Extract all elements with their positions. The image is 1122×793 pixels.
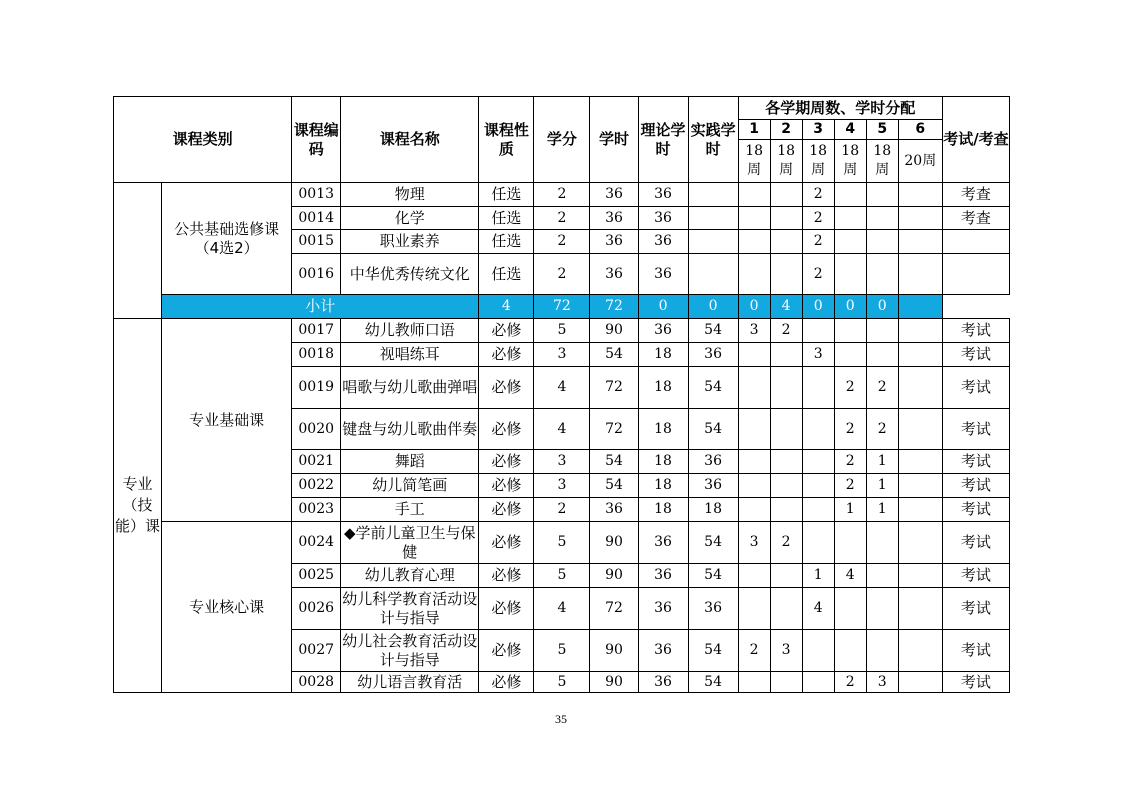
header-name: 课程名称: [341, 97, 479, 183]
cell-s6: [898, 207, 942, 230]
cell-theory: 36: [638, 588, 688, 630]
cell-hours: 90: [590, 564, 638, 588]
cell-s3: [802, 367, 834, 409]
header-category: 课程类别: [114, 97, 292, 183]
header-practice: 实践学时: [688, 97, 738, 183]
cell-name: 物理: [341, 183, 479, 207]
cell-name: 化学: [341, 207, 479, 230]
cell-s2: 2: [770, 522, 802, 564]
cell-s1: [738, 409, 770, 450]
cell-exam: 考查: [942, 207, 1009, 230]
cell-code: 0021: [292, 450, 341, 474]
cell-code: 0025: [292, 564, 341, 588]
cell-hours: 72: [590, 409, 638, 450]
subtotal-credit: 4: [479, 295, 534, 319]
cell-s5: [866, 522, 898, 564]
cell-exam: 考试: [942, 564, 1009, 588]
cell-s2: [770, 564, 802, 588]
cell-s5: [866, 207, 898, 230]
cell-credit: 5: [534, 630, 590, 672]
cell-code: 0026: [292, 588, 341, 630]
cell-practice: [688, 254, 738, 295]
cell-s6: [898, 498, 942, 522]
cell-practice: 36: [688, 343, 738, 367]
header-semester-1: 1: [738, 120, 770, 140]
cell-practice: 36: [688, 474, 738, 498]
cell-s2: [770, 409, 802, 450]
cell-hours: 36: [590, 183, 638, 207]
cell-nature: 必修: [479, 367, 534, 409]
header-credit: 学分: [534, 97, 590, 183]
cell-practice: 54: [688, 630, 738, 672]
cell-s6: [898, 183, 942, 207]
cell-name: 幼儿教育心理: [341, 564, 479, 588]
cell-credit: 5: [534, 522, 590, 564]
cell-practice: 54: [688, 409, 738, 450]
cell-theory: 18: [638, 343, 688, 367]
cell-s3: 2: [802, 230, 834, 254]
cell-exam: 考试: [942, 630, 1009, 672]
cell-nature: 必修: [479, 474, 534, 498]
cell-practice: 54: [688, 564, 738, 588]
cell-credit: 5: [534, 672, 590, 693]
cell-s5: [866, 588, 898, 630]
cell-practice: 54: [688, 367, 738, 409]
cell-hours: 72: [590, 588, 638, 630]
cell-credit: 3: [534, 343, 590, 367]
cell-credit: 5: [534, 319, 590, 343]
cell-s1: [738, 498, 770, 522]
cell-code: 0028: [292, 672, 341, 693]
cell-s3: [802, 672, 834, 693]
cell-s5: [866, 319, 898, 343]
cell-hours: 36: [590, 207, 638, 230]
cell-nature: 必修: [479, 672, 534, 693]
cell-s6: [898, 343, 942, 367]
cell-s4: 2: [834, 450, 866, 474]
cell-theory: 36: [638, 230, 688, 254]
cell-s1: [738, 588, 770, 630]
cell-s3: 1: [802, 564, 834, 588]
cell-practice: [688, 183, 738, 207]
subtotal-row: [114, 295, 1010, 319]
cell-s4: [834, 522, 866, 564]
cell-s3: [802, 522, 834, 564]
table-row: [114, 319, 1010, 343]
course-table: [113, 96, 1010, 693]
cell-s5: 1: [866, 498, 898, 522]
header-weeks-4: 18周: [834, 140, 866, 183]
cell-s2: [770, 672, 802, 693]
cell-s1: 3: [738, 319, 770, 343]
cell-name: 中华优秀传统文化: [341, 254, 479, 295]
cell-nature: 必修: [479, 409, 534, 450]
subtotal-hours: 72: [534, 295, 590, 319]
header-semester-5: 5: [866, 120, 898, 140]
cell-hours: 36: [590, 230, 638, 254]
cell-code: 0027: [292, 630, 341, 672]
cell-name: 幼儿教师口语: [341, 319, 479, 343]
cell-name: ◆学前儿童卫生与保健: [341, 522, 479, 564]
cell-s3: 2: [802, 207, 834, 230]
cell-nature: 必修: [479, 588, 534, 630]
cell-s4: [834, 343, 866, 367]
cell-s2: 2: [770, 319, 802, 343]
cell-s4: 2: [834, 474, 866, 498]
cell-credit: 4: [534, 588, 590, 630]
cell-exam: 考试: [942, 319, 1009, 343]
cell-s6: [898, 450, 942, 474]
cell-theory: 36: [638, 672, 688, 693]
cell-s3: 3: [802, 343, 834, 367]
cell-s5: 3: [866, 672, 898, 693]
cell-nature: 任选: [479, 254, 534, 295]
cell-s6: [898, 230, 942, 254]
cell-s5: [866, 343, 898, 367]
cell-code: 0024: [292, 522, 341, 564]
cell-code: 0019: [292, 367, 341, 409]
cell-s4: [834, 588, 866, 630]
cell-s3: [802, 474, 834, 498]
cell-s2: 3: [770, 630, 802, 672]
cell-name: 职业素养: [341, 230, 479, 254]
cell-s4: [834, 207, 866, 230]
cell-nature: 必修: [479, 319, 534, 343]
cell-theory: 36: [638, 630, 688, 672]
cell-exam: 考试: [942, 450, 1009, 474]
cell-code: 0020: [292, 409, 341, 450]
cell-exam: 考试: [942, 343, 1009, 367]
cell-s2: [770, 367, 802, 409]
cell-s6: [898, 630, 942, 672]
cell-s5: [866, 183, 898, 207]
cell-hours: 90: [590, 630, 638, 672]
cell-nature: 必修: [479, 498, 534, 522]
cell-nature: 必修: [479, 450, 534, 474]
subtotal-s4: 0: [802, 295, 834, 319]
cell-credit: 2: [534, 498, 590, 522]
table-row: [114, 183, 1010, 207]
blank-category-cell: [114, 183, 162, 319]
cell-s5: 2: [866, 367, 898, 409]
cell-s5: [866, 630, 898, 672]
cell-s2: [770, 183, 802, 207]
cell-name: 视唱练耳: [341, 343, 479, 367]
cell-s4: [834, 183, 866, 207]
cell-name: 幼儿简笔画: [341, 474, 479, 498]
cell-s4: 2: [834, 672, 866, 693]
cell-name: 舞蹈: [341, 450, 479, 474]
cell-exam: 考试: [942, 498, 1009, 522]
cell-credit: 3: [534, 474, 590, 498]
cell-practice: [688, 207, 738, 230]
cell-s3: [802, 498, 834, 522]
cell-s6: [898, 588, 942, 630]
subtotal-s1: 0: [688, 295, 738, 319]
cell-s4: [834, 319, 866, 343]
cell-s2: [770, 474, 802, 498]
cell-s4: [834, 254, 866, 295]
cell-code: 0014: [292, 207, 341, 230]
cell-name: 幼儿科学教育活动设计与指导: [341, 588, 479, 630]
cell-hours: 72: [590, 367, 638, 409]
cell-theory: 18: [638, 474, 688, 498]
cell-s5: [866, 254, 898, 295]
cell-theory: 36: [638, 319, 688, 343]
cell-exam: 考试: [942, 522, 1009, 564]
subtotal-s5: 0: [834, 295, 866, 319]
cell-s6: [898, 564, 942, 588]
cell-s5: 2: [866, 409, 898, 450]
header-weeks-5: 18周: [866, 140, 898, 183]
header-weeks-1: 18周: [738, 140, 770, 183]
cell-hours: 54: [590, 450, 638, 474]
cell-practice: 36: [688, 588, 738, 630]
cell-s6: [898, 474, 942, 498]
cell-nature: 必修: [479, 343, 534, 367]
cell-code: 0022: [292, 474, 341, 498]
cell-s1: [738, 564, 770, 588]
cell-s1: 3: [738, 522, 770, 564]
cell-name: 手工: [341, 498, 479, 522]
cell-s6: [898, 254, 942, 295]
page-number: 35: [555, 712, 567, 726]
group-prof-core: 专业核心课: [162, 522, 292, 693]
cell-exam: 考试: [942, 367, 1009, 409]
cell-practice: 36: [688, 450, 738, 474]
cell-name: 幼儿语言教育活: [341, 672, 479, 693]
cell-credit: 3: [534, 450, 590, 474]
cell-s5: 1: [866, 450, 898, 474]
cell-hours: 90: [590, 672, 638, 693]
cell-s6: [898, 522, 942, 564]
cell-s6: [898, 672, 942, 693]
cell-exam: 考试: [942, 588, 1009, 630]
cell-theory: 36: [638, 564, 688, 588]
cell-s5: [866, 230, 898, 254]
header-exam: 考试/考查: [942, 97, 1009, 183]
cell-s2: [770, 254, 802, 295]
cell-theory: 18: [638, 450, 688, 474]
cell-hours: 54: [590, 474, 638, 498]
cell-s1: [738, 230, 770, 254]
cell-credit: 2: [534, 183, 590, 207]
cell-s3: [802, 450, 834, 474]
cell-code: 0017: [292, 319, 341, 343]
cell-s3: 4: [802, 588, 834, 630]
cell-theory: 36: [638, 183, 688, 207]
cell-s1: [738, 207, 770, 230]
header-semester-6: 6: [898, 120, 942, 140]
table-row: [114, 522, 1010, 564]
cell-nature: 任选: [479, 230, 534, 254]
cell-credit: 5: [534, 564, 590, 588]
cell-name: 唱歌与幼儿歌曲弹唱: [341, 367, 479, 409]
subtotal-theory: 72: [590, 295, 638, 319]
cell-name: 幼儿社会教育活动设计与指导: [341, 630, 479, 672]
header-code: 课程编码: [292, 97, 341, 183]
cell-code: 0016: [292, 254, 341, 295]
cell-code: 0018: [292, 343, 341, 367]
cell-s1: [738, 367, 770, 409]
cell-s2: [770, 207, 802, 230]
cell-exam: [942, 230, 1009, 254]
cell-nature: 必修: [479, 522, 534, 564]
cell-s2: [770, 230, 802, 254]
cell-exam: 考试: [942, 672, 1009, 693]
cell-s5: 1: [866, 474, 898, 498]
subtotal-s2: 0: [738, 295, 770, 319]
cell-s6: [898, 409, 942, 450]
cell-s1: [738, 474, 770, 498]
header-nature: 课程性质: [479, 97, 534, 183]
cell-s3: 2: [802, 183, 834, 207]
cell-s2: [770, 588, 802, 630]
cell-code: 0023: [292, 498, 341, 522]
cell-nature: 任选: [479, 207, 534, 230]
cell-s3: [802, 409, 834, 450]
cell-hours: 36: [590, 498, 638, 522]
cell-practice: 54: [688, 319, 738, 343]
cell-s1: 2: [738, 630, 770, 672]
cell-theory: 36: [638, 254, 688, 295]
header-semester-2: 2: [770, 120, 802, 140]
subtotal-practice: 0: [638, 295, 688, 319]
cell-name: 键盘与幼儿歌曲伴奏: [341, 409, 479, 450]
cell-s1: [738, 343, 770, 367]
group-public-elective: 公共基础选修课（4选2）: [162, 183, 292, 295]
subtotal-s3: 4: [770, 295, 802, 319]
cell-credit: 4: [534, 367, 590, 409]
cell-s1: [738, 450, 770, 474]
cell-s6: [898, 319, 942, 343]
cell-credit: 4: [534, 409, 590, 450]
cell-hours: 90: [590, 319, 638, 343]
subtotal-label: 小计: [162, 295, 479, 319]
subtotal-exam-blank: [898, 295, 942, 319]
header-semester-4: 4: [834, 120, 866, 140]
cell-credit: 2: [534, 230, 590, 254]
cell-exam: 考查: [942, 183, 1009, 207]
cell-practice: 54: [688, 672, 738, 693]
cell-nature: 任选: [479, 183, 534, 207]
cell-theory: 18: [638, 498, 688, 522]
cell-practice: 18: [688, 498, 738, 522]
subtotal-s6: 0: [866, 295, 898, 319]
cell-s2: [770, 343, 802, 367]
cell-credit: 2: [534, 207, 590, 230]
cell-s1: [738, 254, 770, 295]
cell-theory: 36: [638, 522, 688, 564]
cell-exam: [942, 254, 1009, 295]
cell-s3: 2: [802, 254, 834, 295]
cell-code: 0013: [292, 183, 341, 207]
cell-s4: 2: [834, 367, 866, 409]
header-theory: 理论学时: [638, 97, 688, 183]
cell-s4: 2: [834, 409, 866, 450]
cell-hours: 54: [590, 343, 638, 367]
cell-exam: 考试: [942, 474, 1009, 498]
cell-practice: [688, 230, 738, 254]
cell-exam: 考试: [942, 409, 1009, 450]
cell-theory: 36: [638, 207, 688, 230]
header-weeks-6: 20周: [898, 140, 942, 183]
cell-s3: [802, 630, 834, 672]
cell-s4: [834, 630, 866, 672]
cell-s4: 4: [834, 564, 866, 588]
cell-nature: 必修: [479, 564, 534, 588]
cell-s1: [738, 183, 770, 207]
header-weeks-3: 18周: [802, 140, 834, 183]
cell-theory: 18: [638, 367, 688, 409]
header-weeks-2: 18周: [770, 140, 802, 183]
cell-s6: [898, 367, 942, 409]
header-hours: 学时: [590, 97, 638, 183]
group-professional: 专业（技能）课: [114, 319, 162, 693]
cell-s2: [770, 450, 802, 474]
cell-s5: [866, 564, 898, 588]
cell-hours: 90: [590, 522, 638, 564]
cell-s4: [834, 230, 866, 254]
cell-practice: 54: [688, 522, 738, 564]
cell-s1: [738, 672, 770, 693]
group-prof-basic: 专业基础课: [162, 319, 292, 522]
cell-s3: [802, 319, 834, 343]
cell-code: 0015: [292, 230, 341, 254]
cell-theory: 18: [638, 409, 688, 450]
cell-s2: [770, 498, 802, 522]
header-semester-3: 3: [802, 120, 834, 140]
cell-credit: 2: [534, 254, 590, 295]
cell-nature: 必修: [479, 630, 534, 672]
cell-s4: 1: [834, 498, 866, 522]
header-semester-group: 各学期周数、学时分配: [738, 97, 942, 120]
cell-hours: 36: [590, 254, 638, 295]
